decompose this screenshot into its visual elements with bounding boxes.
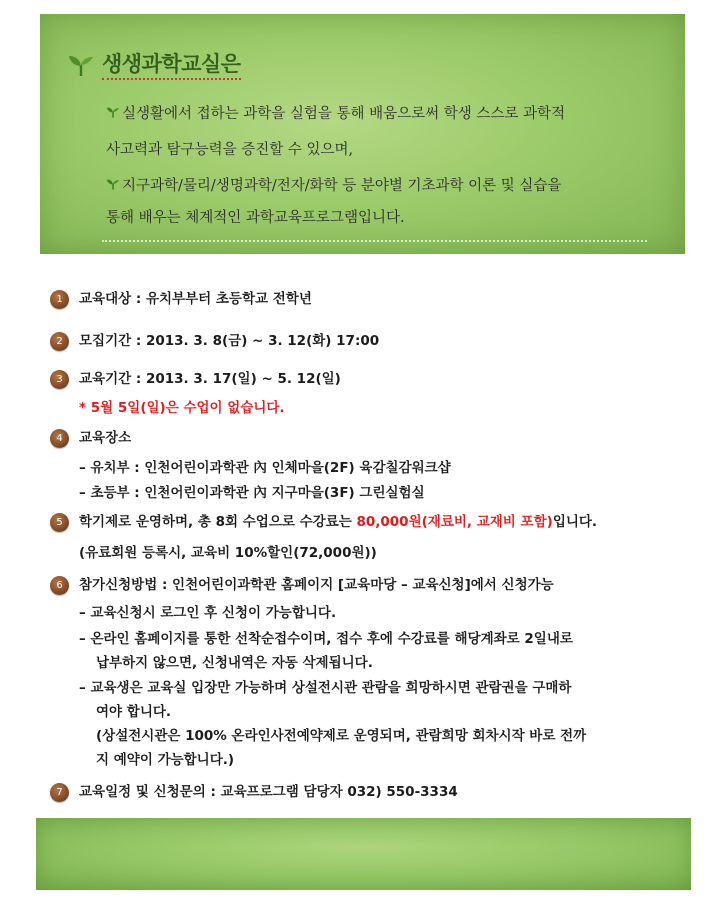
info-item-contact: [50, 780, 458, 802]
item-text: 교육기간 : 2013. 3. 17(일) ~ 5. 12(일): [79, 371, 341, 387]
item-text: 입니다.: [552, 514, 598, 530]
item-text: 모집기간 : 2013. 3. 8(금) ~ 3. 12(화) 17:00: [79, 333, 380, 349]
number-badge: 6: [50, 576, 69, 595]
item-text: 교육대상 : 유치부부터 초등학교 전학년: [79, 291, 312, 307]
sprout-bullet-icon: [106, 178, 120, 190]
location-elementary: – 초등부 : 인천어린이과학관 內 지구마을(3F) 그린실험실: [79, 485, 425, 501]
holiday-note: * 5월 5일(일)은 수업이 없습니다.: [79, 400, 285, 416]
apply-note: (상설전시관은 100% 온라인사전예약제로 운영되며, 관람희망 회차시작 바로 전까: [96, 728, 587, 744]
intro-text: 사고력과 탐구능력을 증진할 수 있으며,: [106, 142, 354, 158]
intro-text: 실생활에서 접하는 과학을 실험을 통해 배움으로써 학생 스스로 과학적: [122, 106, 566, 122]
apply-note: 지 예약이 가능합니다.): [96, 752, 235, 768]
fee-highlight: 80,000원(재료비, 교재비 포함): [356, 514, 553, 530]
page-title: [68, 48, 241, 78]
info-item-target: [50, 287, 312, 309]
apply-note: 여야 합니다.: [96, 704, 172, 720]
number-badge: 2: [50, 332, 69, 351]
apply-note: – 교육생은 교육실 입장만 가능하며 상설전시관 관람을 희망하시면 관람권을 구매하: [79, 680, 572, 696]
footer-banner: [36, 818, 691, 890]
number-badge: 1: [50, 290, 69, 309]
number-badge: 5: [50, 513, 69, 532]
info-item-fee: [50, 510, 597, 532]
member-discount: (유료회원 등록시, 교육비 10%할인(72,000원)): [79, 545, 377, 561]
intro-text: 지구과학/물리/생명과학/전자/화학 등 분야별 기초과학 이론 및 실습을: [122, 178, 562, 194]
info-item-recruit-period: [50, 329, 379, 351]
intro-line-4: [106, 206, 676, 227]
apply-note: 납부하지 않으면, 신청내역은 자동 삭제됩니다.: [96, 655, 373, 671]
intro-line-3: [106, 174, 676, 195]
dotted-divider: [102, 240, 647, 242]
intro-text: 통해 배우는 체계적인 과학교육프로그램입니다.: [106, 210, 405, 226]
location-kindergarten: – 유치부 : 인천어린이과학관 內 인체마을(2F) 육감칠감워크샵: [79, 460, 451, 476]
apply-note: – 온라인 홈페이지를 통한 선착순접수이며, 접수 후에 수강료를 해당계좌로 2일내로: [79, 631, 573, 647]
sprout-icon: [68, 53, 94, 77]
number-badge: 7: [50, 783, 69, 802]
info-item-location: [50, 426, 131, 448]
item-text: 학기제로 운영하며, 총 8회 수업으로 수강료는: [79, 514, 357, 530]
info-item-apply-method: [50, 573, 554, 595]
apply-note: – 교육신청시 로그인 후 신청이 가능합니다.: [79, 605, 337, 621]
title-text: 생생과학교실은: [102, 52, 241, 80]
intro-line-1: [106, 102, 676, 123]
sprout-bullet-icon: [106, 106, 120, 118]
number-badge: 4: [50, 429, 69, 448]
intro-line-2: [106, 138, 676, 159]
item-text: 교육일정 및 신청문의 : 교육프로그램 담당자 032) 550-3334: [79, 784, 458, 800]
number-badge: 3: [50, 370, 69, 389]
item-text: 참가신청방법 : 인천어린이과학관 홈페이지 [교육마당 – 교육신청]에서 신청가능: [79, 577, 554, 593]
info-item-edu-period: [50, 367, 341, 389]
item-text: 교육장소: [79, 430, 132, 446]
